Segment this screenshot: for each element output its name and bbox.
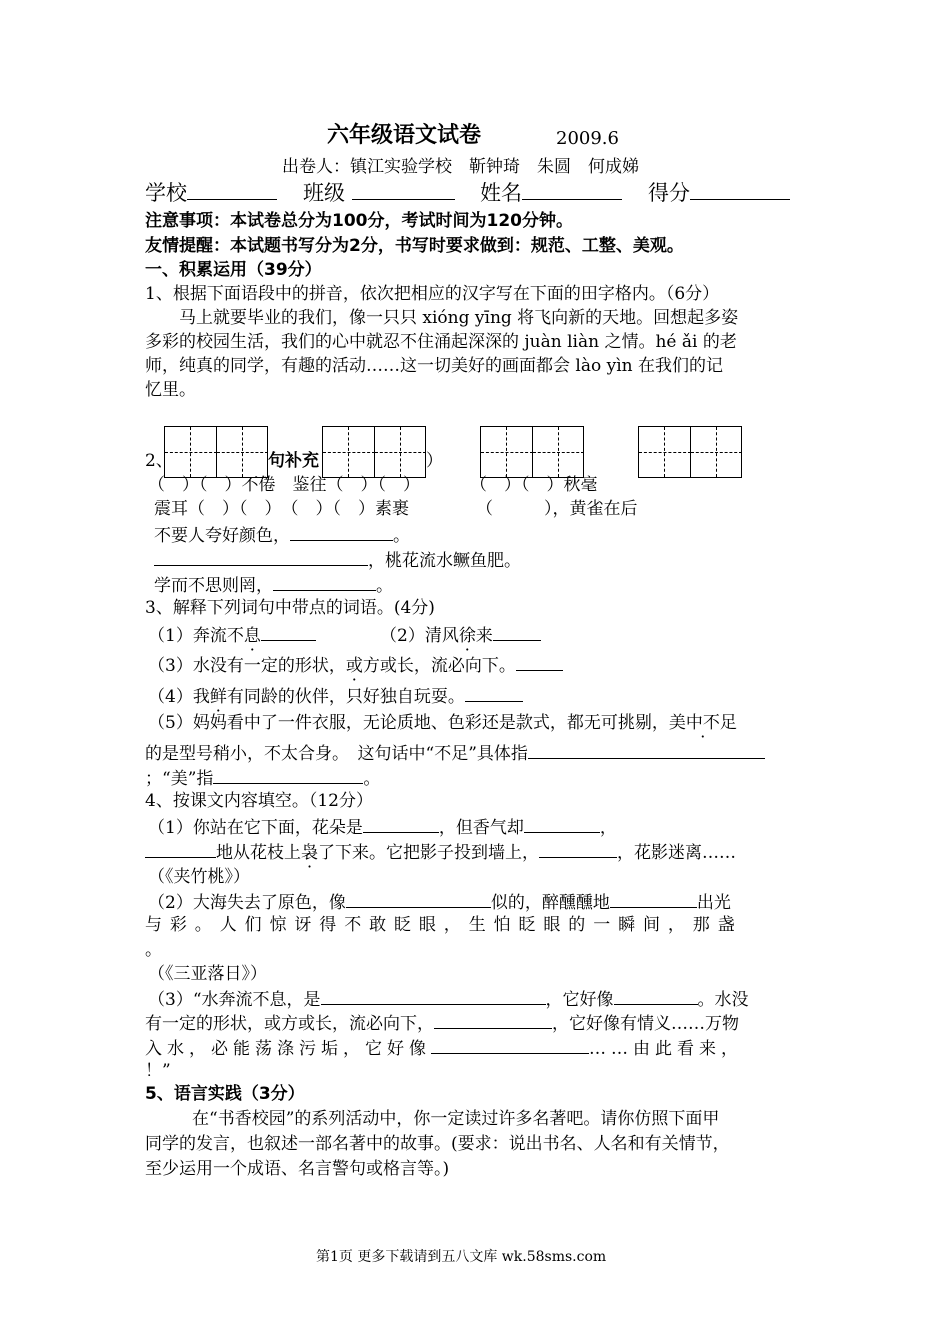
q3-item-2 xyxy=(380,623,541,647)
q4-p1-line2 xyxy=(145,840,736,864)
q4-text: 似的，醉醺醺地 xyxy=(490,893,610,913)
q2-stem-c: ） xyxy=(426,451,443,471)
score-label: 得分 xyxy=(648,181,690,205)
grid-cell[interactable] xyxy=(216,427,268,477)
page-title: 六年级语文试卷 xyxy=(327,123,482,148)
q2-line4-text: ，桃花流水鳜鱼肥。 xyxy=(368,551,521,571)
q2-row2-b: （ ），黄雀在后 xyxy=(476,499,638,519)
answer-blank[interactable] xyxy=(610,890,697,908)
answer-blank[interactable] xyxy=(213,766,363,784)
q4-text: ，它好像 xyxy=(545,990,614,1010)
q2-line4 xyxy=(154,548,521,572)
q4-text: 入水，必能荡涤污垢，它好像 xyxy=(145,1039,431,1059)
q4-p2-line2: 与彩。人们惊讶得不敢眨眼，生怕眨眼的一瞬间，那盏 xyxy=(145,915,743,935)
school-field xyxy=(145,182,277,204)
exam-date: 2009.6 xyxy=(556,128,619,149)
q2-row1-a: （ ）（ ）不倦 鉴往（ ）（ ） xyxy=(148,475,420,495)
notice-line: 注意事项：本试卷总分为100分，考试时间为120分钟。 xyxy=(145,211,573,231)
q4-text: ，它好像有情义……万物 xyxy=(552,1014,739,1034)
answer-blank[interactable] xyxy=(516,653,563,671)
q2-line3 xyxy=(154,523,410,547)
class-field xyxy=(303,182,455,204)
q1-stem: 1、根据下面语段中的拼音，依次把相应的汉字写在下面的田字格内。（6分） xyxy=(145,284,720,304)
tianzige-grid-4 xyxy=(638,426,742,478)
dotted-words: 美中不足 xyxy=(668,713,737,733)
q2-line5-text: 学而不思则罔， xyxy=(154,576,273,596)
q4-text: ……由此看来， xyxy=(589,1039,743,1059)
name-blank[interactable] xyxy=(522,182,622,200)
answer-blank[interactable] xyxy=(346,890,491,908)
q5-line-1: 在“书香校园”的系列活动中，你一定读过许多名著吧。请你仿照下面甲 xyxy=(192,1109,720,1129)
q3-item-5-line1 xyxy=(148,712,737,734)
q1-line-4: 忆里。 xyxy=(145,380,196,400)
answer-blank[interactable] xyxy=(465,684,523,702)
q1-line-1: 马上就要毕业的我们，像一只只 xióng yīng 将飞向新的天地。回想起多姿 xyxy=(179,308,739,328)
dotted-word: 息 xyxy=(243,626,261,646)
grid-cell[interactable] xyxy=(690,427,742,477)
q2-line5 xyxy=(154,573,393,597)
q5-line-3: 至少运用一个成语、名言警句或格言等。) xyxy=(145,1159,450,1179)
q5-stem: 5、语言实践（3分） xyxy=(145,1084,305,1104)
dotted-word: 袅 xyxy=(301,843,318,863)
grid-cell[interactable] xyxy=(374,427,426,477)
q2-stem-b: 句补充 xyxy=(268,451,319,471)
answer-blank[interactable] xyxy=(154,548,368,566)
q4-text: ，花影迷离…… xyxy=(617,843,736,863)
q4-p3-line3 xyxy=(145,1036,743,1060)
q4-text: ，但香气却 xyxy=(438,818,524,838)
q4-p3-line2 xyxy=(145,1011,739,1035)
answer-blank[interactable] xyxy=(363,815,439,833)
q3-item1-text: （1）奔流不 xyxy=(148,626,244,646)
q3-item4-text: （4）我 xyxy=(148,687,210,707)
q2-line5-end: 。 xyxy=(376,576,393,596)
q4-p2-line3: 。 xyxy=(145,940,162,960)
tianzige-grid-1 xyxy=(164,426,268,478)
grid-cell[interactable] xyxy=(165,427,217,477)
q3-item2-text-b: 来 xyxy=(475,626,493,646)
q3-stem: 3、解释下列词句中带点的词语。(4分) xyxy=(145,598,435,618)
q4-text: 了下来。它把影子投到墙上， xyxy=(318,843,539,863)
q4-p1-source: （《夹竹桃》） xyxy=(148,867,250,887)
grid-cell[interactable] xyxy=(481,427,533,477)
section1-heading: 一、积累运用（39分） xyxy=(145,260,322,280)
q3-item-5-line2 xyxy=(145,741,765,765)
authors-line: 出卷人：镇江实验学校 靳钟琦 朱圆 何成娣 xyxy=(282,157,639,177)
q3-item5-end: 。 xyxy=(363,769,381,789)
answer-blank[interactable] xyxy=(273,573,376,591)
answer-blank[interactable] xyxy=(261,623,316,641)
q4-p2-line1 xyxy=(148,890,731,914)
answer-blank[interactable] xyxy=(539,840,617,858)
q4-text: 。水没 xyxy=(697,990,749,1010)
q3-item5-text-2: 的是型号稍小，不太合身。 这句话中“不足”具体指 xyxy=(145,744,528,764)
grid-cell[interactable] xyxy=(532,427,584,477)
name-label: 姓名 xyxy=(480,181,522,205)
dotted-word: 或 xyxy=(345,656,363,676)
q2-line3-end: 。 xyxy=(393,526,410,546)
q3-item3-text-b: 方或长，流必向下。 xyxy=(362,656,516,676)
answer-blank[interactable] xyxy=(431,1036,589,1054)
q3-item4-text-b: 有同龄的伙伴，只好独自玩耍。 xyxy=(226,687,465,707)
q4-text: （2）大海失去了原色，像 xyxy=(148,893,346,913)
class-blank[interactable] xyxy=(352,182,455,200)
score-field xyxy=(648,182,790,204)
q2-line3-text: 不要人夸好颜色， xyxy=(154,526,290,546)
q3-item-1 xyxy=(148,623,316,647)
q3-item2-text: （2）清风 xyxy=(380,626,459,646)
q2-stem-a: 2、 xyxy=(145,451,173,471)
school-blank[interactable] xyxy=(187,182,277,200)
q3-item-4 xyxy=(148,684,523,708)
q3-item5-text: （5）妈妈看中了一件衣服，无论质地、色彩还是款式，都无可挑剔， xyxy=(148,713,669,733)
answer-blank[interactable] xyxy=(145,840,216,858)
answer-blank[interactable] xyxy=(321,987,546,1005)
q4-text: 出光 xyxy=(696,893,731,913)
answer-blank[interactable] xyxy=(524,815,600,833)
answer-blank[interactable] xyxy=(614,987,698,1005)
reminder-line: 友情提醒：本试题书写分为2分，书写时要求做到：规范、工整、美观。 xyxy=(145,236,684,256)
grid-cell[interactable] xyxy=(639,427,691,477)
answer-blank[interactable] xyxy=(290,523,393,541)
q4-text: 有一定的形状，或方或长，流必向下， xyxy=(145,1014,434,1034)
q3-item-5-line3 xyxy=(145,766,380,790)
q4-p3-line1 xyxy=(148,987,749,1011)
tianzige-grid-3 xyxy=(480,426,584,478)
q4-p1-line1 xyxy=(148,815,617,839)
q4-text: （1）你站在它下面，花朵是 xyxy=(148,818,363,838)
q4-p2-source: （《三亚落日》） xyxy=(148,964,267,984)
q3-item-3 xyxy=(148,653,563,677)
answer-blank[interactable] xyxy=(493,623,541,641)
q3-item5-text-3: ；“美”指 xyxy=(145,769,214,789)
q2-row2-a: 震耳（ ）（ ） （ ）（ ）素裹 xyxy=(154,499,409,519)
dotted-word: 鲜 xyxy=(209,687,227,707)
q3-item3-text: （3）水没有一定的形状， xyxy=(148,656,346,676)
q4-text: ， xyxy=(599,818,617,838)
score-blank[interactable] xyxy=(690,182,790,200)
q4-p3-line4: ！” xyxy=(145,1061,171,1081)
q4-text: （3）“水奔流不息，是 xyxy=(148,990,321,1010)
q1-line-2: 多彩的校园生活，我们的心中就忍不住涌起深深的 juàn liàn 之情。hé ǎi 的老 xyxy=(145,332,737,352)
grid-cell[interactable] xyxy=(323,427,375,477)
answer-blank[interactable] xyxy=(528,741,765,759)
tianzige-grid-2 xyxy=(322,426,426,478)
name-field xyxy=(480,182,622,204)
q1-line-3: 师，纯真的同学，有趣的活动……这一切美好的画面都会 lào yìn 在我们的记 xyxy=(145,356,724,376)
page-footer: 第1页 更多下载请到五八文库 wk.58sms.com xyxy=(316,1249,607,1265)
dotted-word: 徐 xyxy=(458,626,476,646)
answer-blank[interactable] xyxy=(434,1011,552,1029)
q4-stem: 4、按课文内容填空。（12分） xyxy=(145,791,373,811)
class-label: 班级 xyxy=(303,181,345,205)
q5-line-2: 同学的发言，也叙述一部名著中的故事。(要求：说出书名、人名和有关情节， xyxy=(145,1134,730,1154)
q4-text: 地从花枝上 xyxy=(216,843,301,863)
school-label: 学校 xyxy=(145,181,187,205)
q2-row1-b: （ ）（ ）秋毫 xyxy=(470,475,598,495)
